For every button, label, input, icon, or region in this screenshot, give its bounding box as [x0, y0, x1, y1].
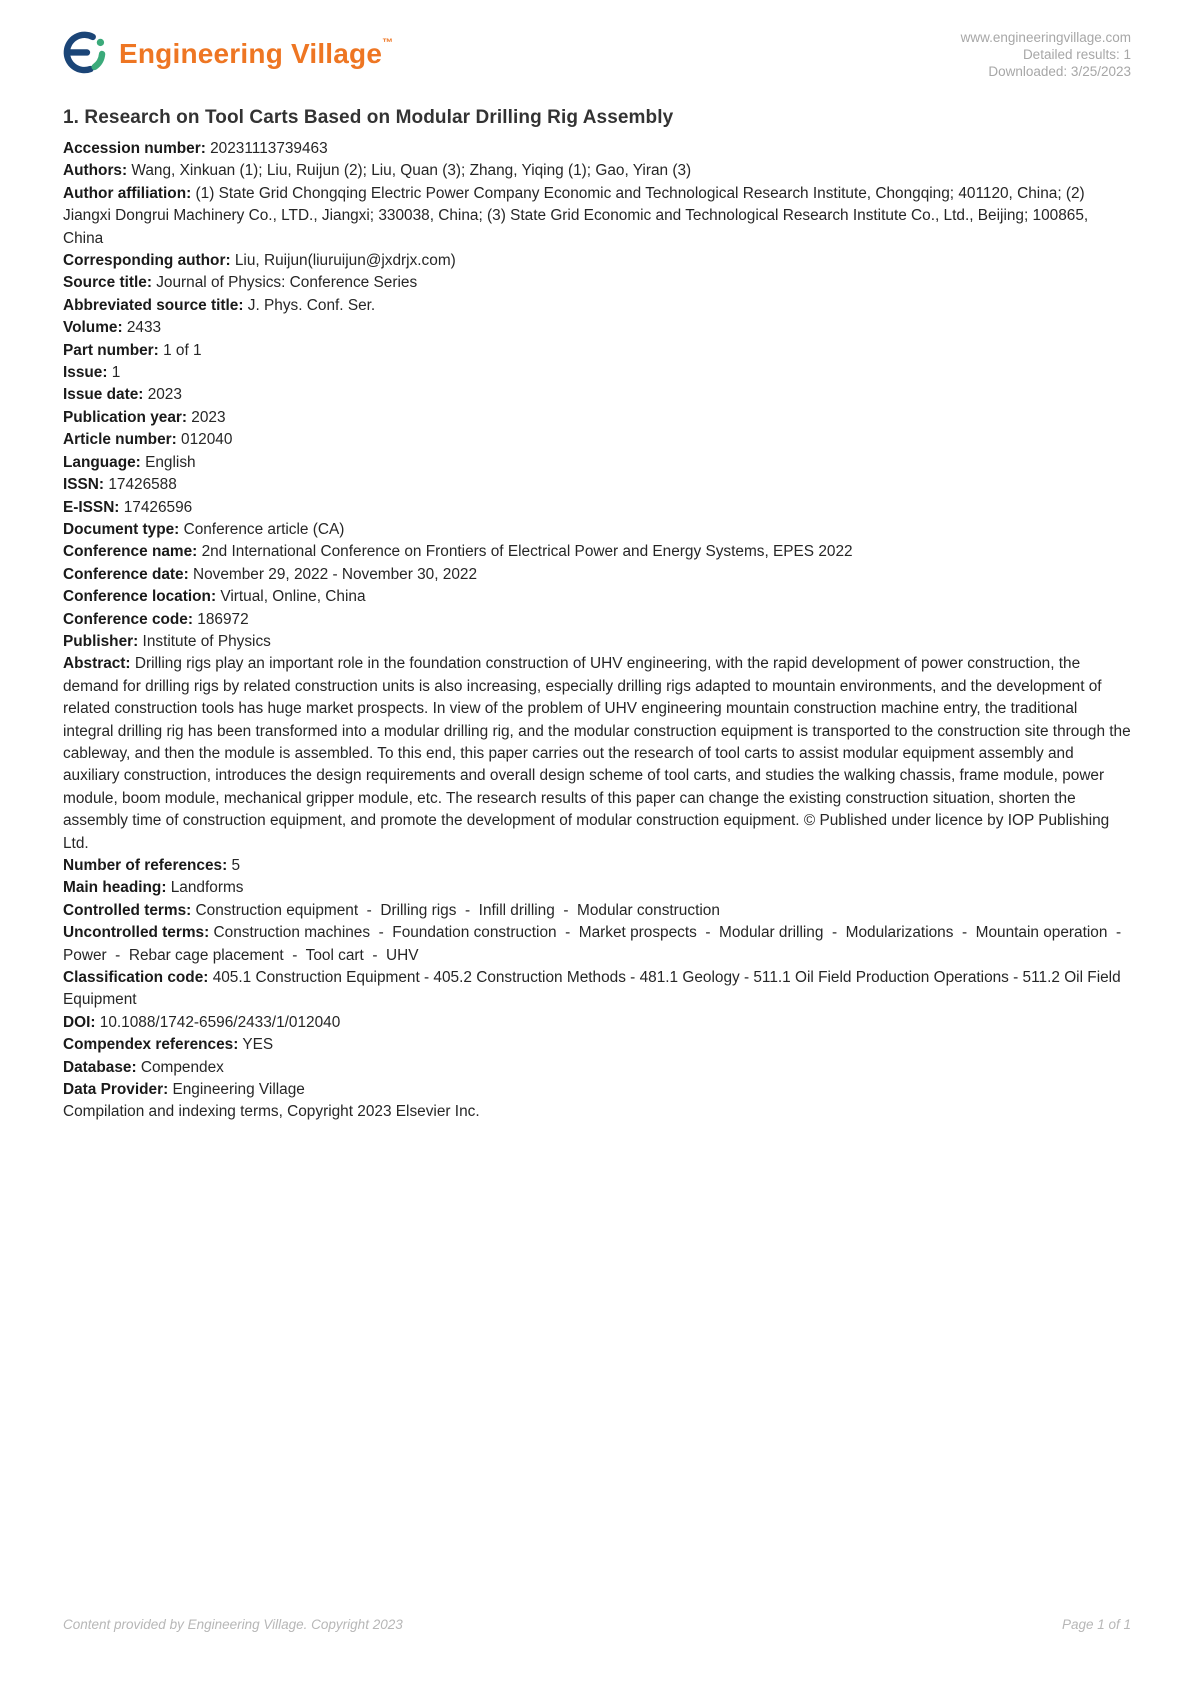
field-value: Wang, Xinkuan (1); Liu, Ruijun (2); Liu, Quan (3); Zhang, Yiqing (1); Gao, Yiran (3) — [131, 162, 692, 180]
field-label: Abstract: — [63, 655, 131, 673]
field-label: Abbreviated source title: — [63, 296, 244, 314]
field-value: Liu, Ruijun(liuruijun@jxdrjx.com) — [234, 252, 456, 270]
field-value: 2023 — [191, 408, 226, 426]
field-row — [63, 407, 1131, 429]
ei-logo-icon — [60, 27, 109, 76]
field-label: Conference date: — [63, 565, 189, 583]
field-row — [63, 519, 1131, 541]
field-label: Part number: — [63, 341, 159, 359]
field-value: Landforms — [170, 879, 244, 897]
trademark-symbol: ™ — [382, 37, 394, 50]
field-value: YES — [242, 1036, 274, 1054]
engineering-village-logo — [60, 27, 393, 76]
field-row — [63, 429, 1131, 451]
field-value: 17426588 — [108, 476, 177, 494]
field-label: Volume: — [63, 319, 123, 337]
meta-downloaded: Downloaded: 3/25/2023 — [988, 64, 1131, 79]
page-footer — [63, 1617, 1131, 1632]
field-label: Issue date: — [63, 386, 144, 404]
field-value: Construction machines - Foundation construction - Market prospects - Modular drilling - Modularizations - Mountain operation - Power - Rebar cage placement - Tool cart - UHV — [63, 924, 1130, 964]
record-fields — [63, 138, 1135, 1124]
field-value: Institute of Physics — [142, 632, 271, 650]
field-label: Issue: — [63, 364, 108, 382]
field-value: Compilation and indexing terms, Copyright 2023 Elsevier Inc. — [63, 1103, 480, 1121]
field-label: Number of references: — [63, 857, 228, 874]
field-row — [63, 855, 1131, 877]
field-row — [63, 362, 1131, 384]
field-row — [63, 317, 1131, 339]
field-label: Document type: — [63, 520, 180, 538]
field-value: Journal of Physics: Conference Series — [156, 274, 418, 292]
field-value: Engineering Village — [172, 1081, 305, 1099]
field-row — [63, 564, 1131, 586]
field-row — [63, 340, 1131, 362]
field-row — [63, 1079, 1131, 1101]
field-row — [63, 1057, 1131, 1079]
field-row — [63, 922, 1131, 967]
brand-wordmark: Engineering Village™ — [119, 37, 394, 69]
field-label: Conference code: — [63, 610, 193, 628]
field-label: Classification code: — [63, 969, 209, 987]
download-meta — [961, 27, 1131, 80]
page-header — [0, 0, 1191, 80]
field-label: Compendex references: — [63, 1036, 239, 1054]
field-value: 2433 — [126, 319, 162, 337]
field-row — [63, 967, 1131, 1012]
field-label: Authors: — [63, 162, 128, 180]
field-label: E-ISSN: — [63, 498, 120, 516]
record — [0, 107, 1191, 1124]
field-value: 17426596 — [123, 498, 193, 516]
field-row — [63, 295, 1131, 317]
field-label: Accession number: — [63, 140, 206, 157]
field-row — [63, 384, 1131, 406]
record-title: 1. Research on Tool Carts Based on Modular Drilling Rig Assembly — [63, 107, 674, 128]
field-label: Author affiliation: — [63, 184, 192, 202]
field-row — [63, 272, 1131, 294]
field-label: Database: — [63, 1058, 137, 1076]
field-value: J. Phys. Conf. Ser. — [247, 296, 376, 314]
meta-detailed-results: Detailed results: 1 — [1022, 47, 1131, 62]
field-value: Virtual, Online, China — [220, 588, 366, 606]
field-value: (1) State Grid Chongqing Electric Power Company Economic and Technological Research Institute, Chongqing; 401120, China; (2) Jiangxi Dongrui Machinery Co., LTD., Jiangxi; 330038, China; (3) State Grid Economic and Technological Research Institute Co., Ltd., Beijing; 100865, China — [63, 184, 1093, 247]
footer-copyright: Content provided by Engineering Village. Copyright 2023 — [63, 1617, 403, 1632]
field-row — [63, 609, 1131, 631]
field-label: Publisher: — [63, 632, 139, 650]
field-row — [63, 653, 1135, 855]
field-row — [63, 1034, 1131, 1056]
field-value: 186972 — [197, 610, 249, 628]
field-row — [63, 586, 1131, 608]
field-row — [63, 160, 1131, 182]
field-value: Construction equipment - Drilling rigs - Infill drilling - Modular construction — [195, 901, 720, 919]
field-row — [63, 250, 1131, 272]
field-label: ISSN: — [63, 476, 105, 494]
field-row — [63, 1012, 1131, 1034]
field-label: Conference name: — [63, 543, 198, 561]
field-label: Article number: — [63, 431, 177, 449]
field-row — [63, 452, 1131, 474]
field-label: DOI: — [63, 1013, 96, 1031]
meta-website: www.engineeringvillage.com — [960, 30, 1131, 45]
field-value: 20231113739463 — [210, 140, 328, 157]
field-value: English — [145, 453, 196, 471]
field-row — [63, 631, 1131, 653]
field-label: Main heading: — [63, 879, 167, 897]
field-value: 1 — [111, 364, 121, 382]
field-label: Corresponding author: — [63, 252, 231, 270]
field-value: 012040 — [181, 431, 233, 449]
field-value: Compendex — [140, 1058, 224, 1076]
field-row — [63, 497, 1131, 519]
field-label: Publication year: — [63, 408, 188, 426]
field-label: Uncontrolled terms: — [63, 924, 210, 942]
field-row — [63, 183, 1131, 250]
field-label: Language: — [63, 453, 141, 471]
field-value: 10.1088/1742-6596/2433/1/012040 — [99, 1013, 341, 1031]
field-label: Conference location: — [63, 588, 217, 606]
field-row — [63, 138, 1131, 160]
field-row — [63, 474, 1131, 496]
field-row — [63, 541, 1131, 563]
field-value: 5 — [231, 857, 241, 874]
field-value: 1 of 1 — [163, 341, 202, 359]
field-value: Conference article (CA) — [183, 520, 345, 538]
field-value: November 29, 2022 - November 30, 2022 — [193, 565, 478, 583]
field-label: Controlled terms: — [63, 901, 192, 919]
field-value: 2nd International Conference on Frontiers of Electrical Power and Energy Systems, EPES 2022 — [201, 543, 853, 561]
field-value: 2023 — [147, 386, 182, 404]
field-row — [63, 877, 1131, 899]
footer-page-number: Page 1 of 1 — [1061, 1617, 1131, 1632]
field-row — [63, 900, 1131, 922]
field-value: 405.1 Construction Equipment - 405.2 Construction Methods - 481.1 Geology - 511.1 Oil Field Production Operations - 511.2 Oil Field Equipment — [63, 969, 1125, 1009]
field-row — [63, 1101, 1131, 1123]
field-label: Source title: — [63, 274, 152, 292]
field-value: Drilling rigs play an important role in the foundation construction of UHV engineering, with the rapid development of power construction, the demand for drilling rigs by related construction units is also increasing, especially drilling rigs adapted to mountain environments, and the development of related construction tools has huge market prospects. In view of the problem of UHV engineering mountain construction machine entry, the traditional integral drilling rig has been transformed into a modular drilling rig, and the modular construction equipment is transported to the construction site through the cableway, and then the module is assembled. To this end, this paper carries out the research of tool carts to assist modular equipment assembly and auxiliary construction, introduces the design requirements and overall design scheme of tool carts, and studies the walking chassis, frame module, power module, boom module, mechanical gripper module, etc. The research results of this paper can change the existing construction situation, shorten the assembly time of construction equipment, and promote the development of modular construction equipment. © Published under licence by IOP Publishing Ltd. — [63, 655, 1135, 852]
field-label: Data Provider: — [63, 1081, 169, 1099]
